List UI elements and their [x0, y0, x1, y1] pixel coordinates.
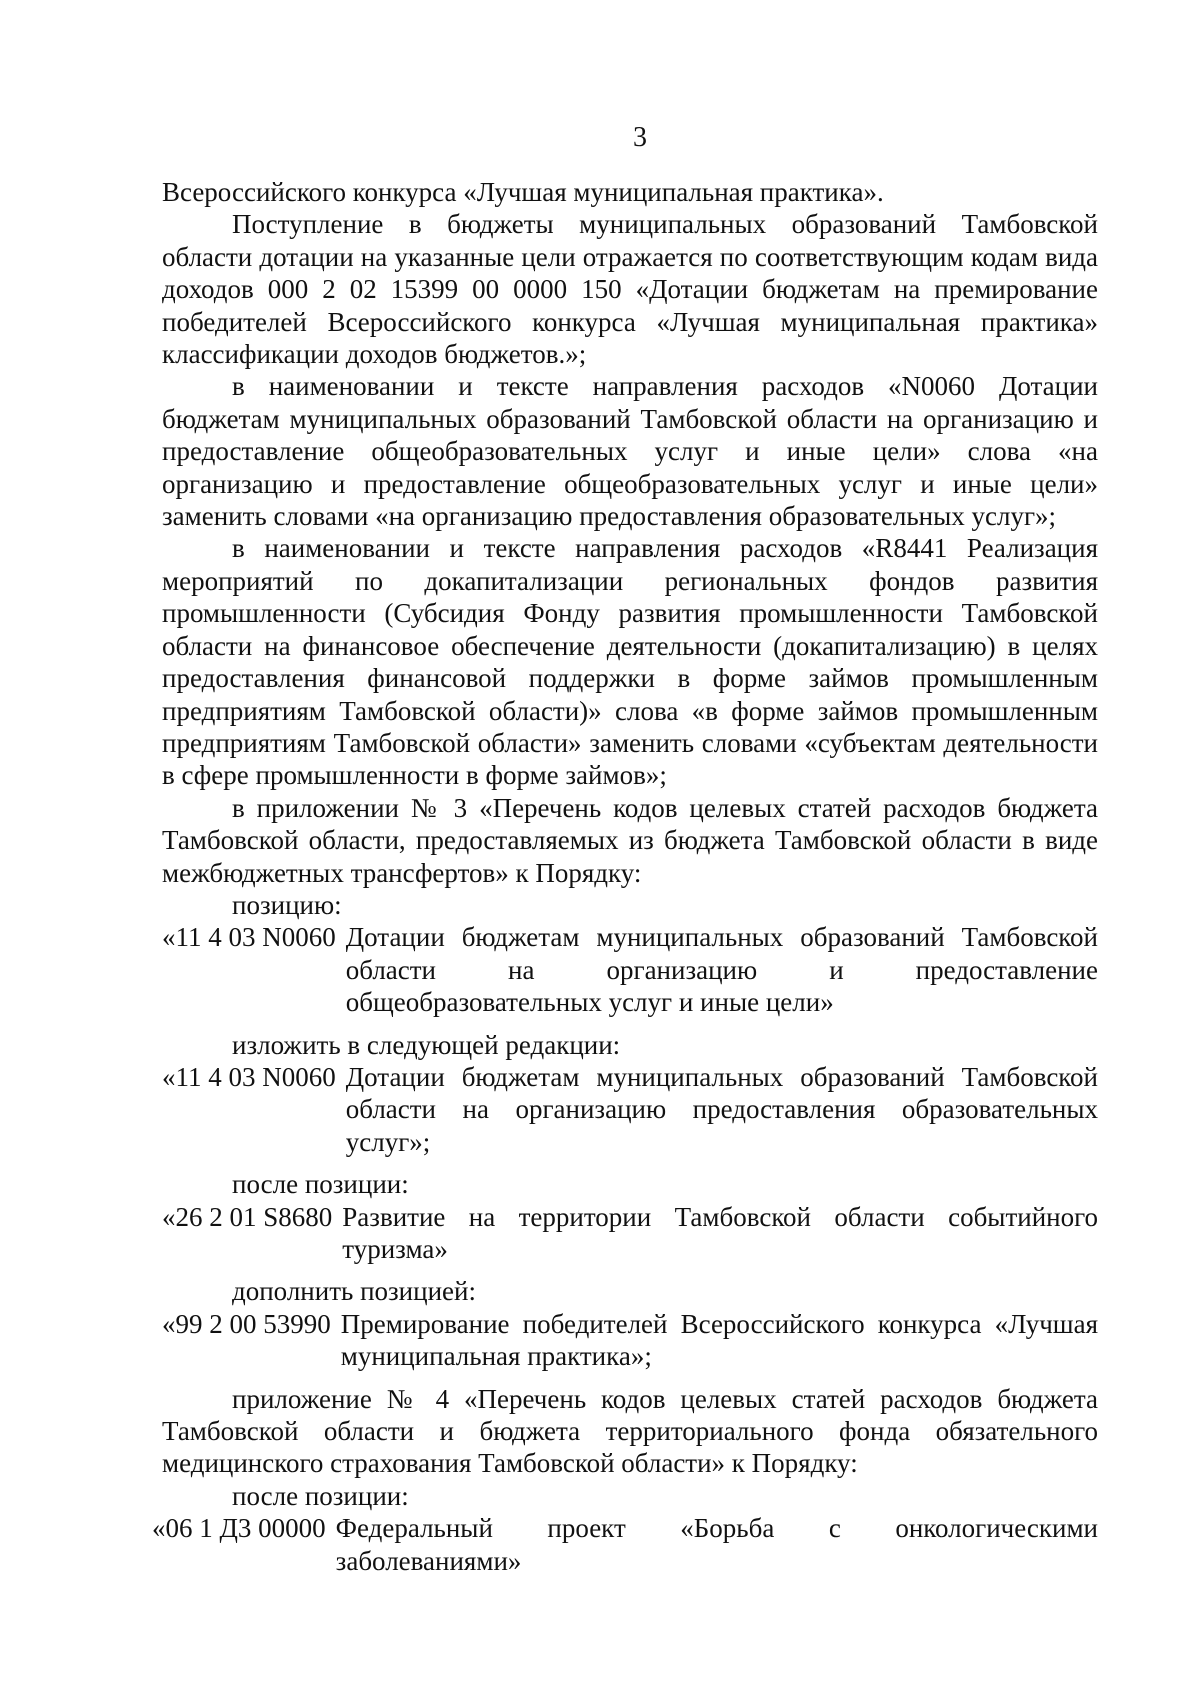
target-article-code: «11 4 03 N0060 [162, 922, 336, 953]
target-article-code: «11 4 03 N0060 [162, 1061, 336, 1092]
target-article-description: Федеральный проект «Борьба с онкологическими заболеваниями» [335, 1513, 1098, 1576]
target-article-code: «26 2 01 S8680 [162, 1201, 333, 1232]
paragraph-continuation: Всероссийского конкурса «Лучшая муниципальная практика». [162, 177, 884, 207]
code-entry [162, 1308, 1098, 1373]
label-after-position: после позиции: [232, 1480, 409, 1511]
label-new-wording: изложить в следующей редакции: [232, 1029, 621, 1060]
page-number: 3 [633, 122, 647, 153]
paragraph-r8441-rename: в наименовании и тексте направления расходов «R8441 Реализация мероприятий по докапитализации региональных фондов развития промышленности (Субсидия Фонду развития промышленности Тамбовской области на финансовое обеспечение деятельности (докапитализацию) в целях предоставления финансовой поддержки в форме займов промышленным предприятиям Тамбовской области)» слова «в форме займов промышленным предприятиям Тамбовской области» заменить словами «субъектам деятельности в сфере промышленности в форме займов»; [162, 533, 1098, 791]
target-article-code: «99 2 00 53990 [162, 1308, 331, 1339]
label-add-position: дополнить позицией: [232, 1276, 476, 1307]
paragraph-appendix-3: в приложении № 3 «Перечень кодов целевых статей расходов бюджета Тамбовской области, предоставляемых из бюджета Тамбовской области в виде межбюджетных трансфертов» к Порядку: [162, 792, 1098, 888]
document-body [152, 176, 1098, 1587]
code-entry [162, 1201, 1098, 1266]
paragraph-appendix-4: приложение № 4 «Перечень кодов целевых статей расходов бюджета Тамбовской области и бюджета территориального фонда обязательного медицинского страхования Тамбовской области» к Порядку: [162, 1383, 1098, 1479]
paragraph-n0060-rename: в наименовании и тексте направления расходов «N0060 Дотации бюджетам муниципальных образований Тамбовской области на организацию и предоставление общеобразовательных услуг и иные цели» слова «на организацию и предоставление общеобразовательных услуг и иные цели» заменить словами «на организацию предоставления образовательных услуг»; [162, 371, 1098, 532]
target-article-description: Развитие на территории Тамбовской области событийного туризма» [342, 1201, 1098, 1264]
target-article-code: «06 1 Д3 00000 [152, 1513, 326, 1544]
code-entry [162, 1061, 1098, 1158]
label-position: позицию: [232, 889, 342, 920]
target-article-description: Дотации бюджетам муниципальных образований Тамбовской области на организацию предоставления образовательных услуг»; [345, 1061, 1098, 1157]
code-entry [152, 1512, 1098, 1577]
target-article-description: Премирование победителей Всероссийского конкурса «Лучшая муниципальная практика»; [340, 1308, 1098, 1372]
paragraph-income-codes: Поступление в бюджеты муниципальных образований Тамбовской области дотации на указанные цели отражается по соответствующим кодам вида доходов 000 2 02 15399 00 0000 150 «Дотации бюджетам на премирование победителей Всероссийского конкурса «Лучшая муниципальная практика» классификации доходов бюджетов.»; [162, 209, 1098, 370]
target-article-description: Дотации бюджетам муниципальных образований Тамбовской области на организацию и предоставление общеобразовательных услуг и иные цели» [345, 922, 1098, 1018]
code-entry [162, 921, 1098, 1018]
label-after-position: после позиции: [232, 1169, 409, 1200]
